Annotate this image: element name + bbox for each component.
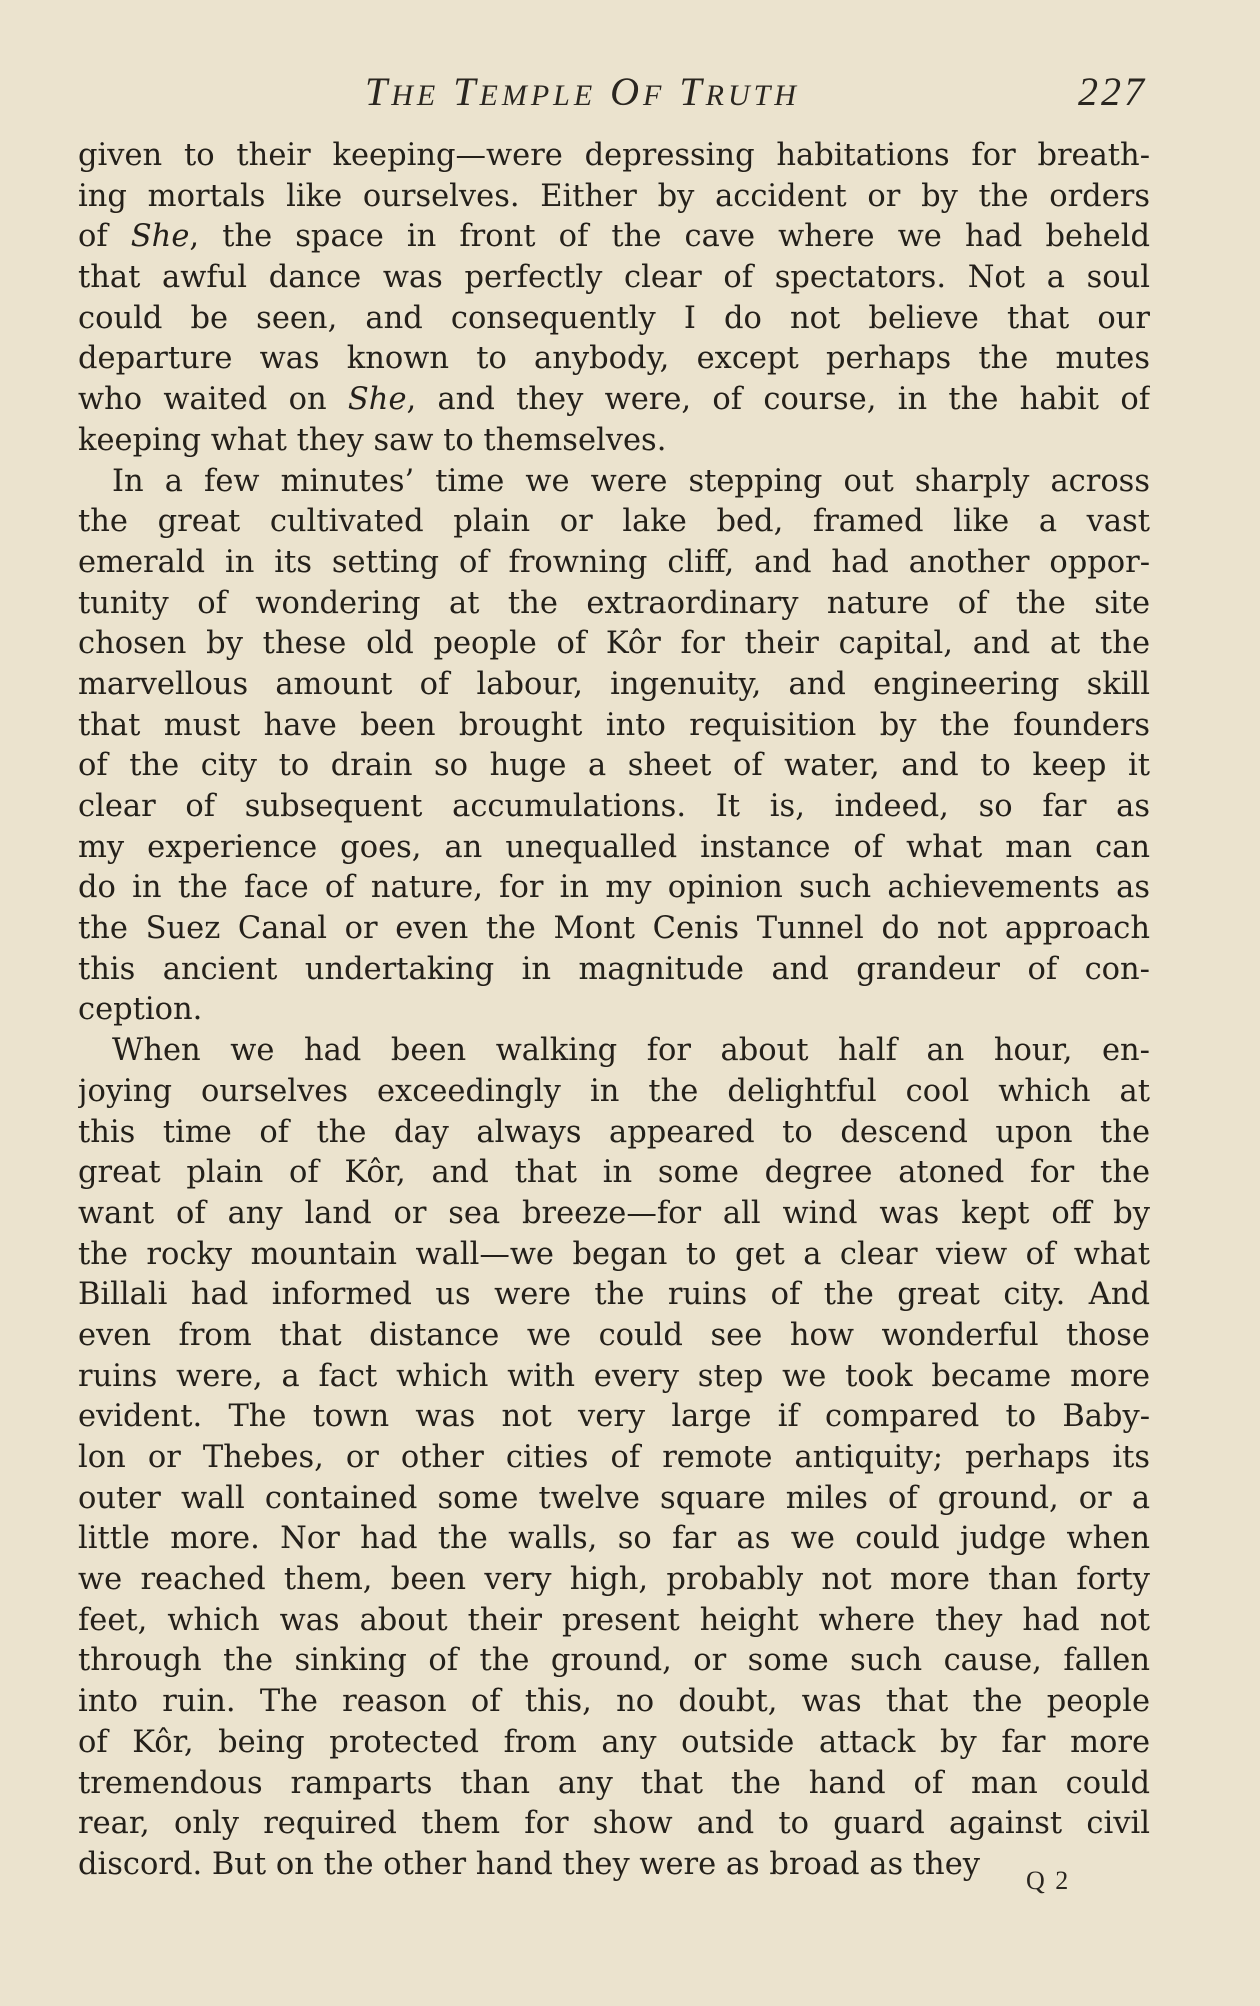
text-line: given to their keeping—were depressing habitations for breath- bbox=[78, 138, 1150, 173]
text-line: marvellous amount of labour, ingenuity, and engineering skill bbox=[78, 666, 1150, 702]
text-line: even from that distance we could see how wonderful those bbox=[78, 1317, 1150, 1353]
text-line: could be seen, and consequently I do not believe that our bbox=[78, 300, 1150, 336]
text-line: of Kôr, being protected from any outside attack by far more bbox=[78, 1724, 1150, 1760]
text-line: In a few minutes’ time we were stepping out sharply across bbox=[112, 463, 1150, 499]
text-line: into ruin. The reason of this, no doubt, was that the people bbox=[78, 1684, 1150, 1720]
text-line: lon or Thebes, or other cities of remote antiquity; perhaps its bbox=[78, 1440, 1150, 1475]
text-line: who waited on She, and they were, of course, in the habit of bbox=[78, 382, 1150, 418]
text-line: of the city to drain so huge a sheet of water, and to keep it bbox=[78, 748, 1150, 784]
signature-mark: Q 2 bbox=[1026, 1866, 1071, 1895]
text-line: outer wall contained some twelve square miles of ground, or a bbox=[78, 1480, 1150, 1516]
body-text bbox=[78, 136, 1150, 1886]
text-line: keeping what they saw to themselves. bbox=[78, 422, 667, 458]
text-line: great plain of Kôr, and that in some degree atoned for the bbox=[78, 1155, 1150, 1191]
text-line: rear, only required them for show and to guard against civil bbox=[78, 1806, 1150, 1842]
text-line: chosen by these old people of Kôr for their capital, and at the bbox=[78, 626, 1150, 662]
text-line: through the sinking of the ground, or some such cause, fallen bbox=[78, 1643, 1150, 1679]
text-line: this time of the day always appeared to descend upon the bbox=[78, 1114, 1150, 1150]
text-line: that awful dance was perfectly clear of spectators. Not a soul bbox=[78, 260, 1150, 296]
text-line: the great cultivated plain or lake bed, framed like a vast bbox=[78, 504, 1150, 540]
text-line: Billali had informed us were the ruins of the great city. And bbox=[78, 1277, 1150, 1313]
text-line: tunity of wondering at the extraordinary nature of the site bbox=[78, 585, 1150, 621]
text-line: clear of subsequent accumulations. It is, indeed, so far as bbox=[78, 789, 1150, 824]
text-line: When we had been walking for about half an hour, en- bbox=[112, 1033, 1150, 1069]
text-line: ception. bbox=[78, 992, 203, 1028]
text-line: that must have been brought into requisition by the founders bbox=[78, 707, 1150, 743]
text-line: evident. The town was not very large if compared to Baby- bbox=[78, 1399, 1150, 1435]
text-line: want of any land or sea breeze—for all wind was kept off by bbox=[78, 1195, 1150, 1231]
text-line: we reached them, been very high, probably not more than forty bbox=[78, 1562, 1150, 1598]
text-line: ruins were, a fact which with every step we took became more bbox=[78, 1358, 1150, 1394]
text-line: tremendous ramparts than any that the hand of man could bbox=[78, 1765, 1150, 1801]
text-line: of She, the space in front of the cave where we had beheld bbox=[78, 219, 1150, 255]
text-line: the Suez Canal or even the Mont Cenis Tunnel do not approach bbox=[78, 911, 1150, 947]
text-line: emerald in its setting of frowning cliff, and had another oppor- bbox=[78, 544, 1150, 580]
text-line: joying ourselves exceedingly in the delightful cool which at bbox=[78, 1073, 1150, 1109]
text-line: my experience goes, an unequalled instance of what man can bbox=[78, 829, 1150, 865]
text-line: discord. But on the other hand they were as broad as they bbox=[78, 1846, 980, 1882]
page-number: 227 bbox=[1078, 69, 1147, 114]
text-line: this ancient undertaking in magnitude and grandeur of con- bbox=[78, 951, 1150, 987]
text-line: do in the face of nature, for in my opinion such achievements as bbox=[78, 870, 1150, 906]
text-line: the rocky mountain wall—we began to get a clear view of what bbox=[78, 1236, 1150, 1272]
text-line: departure was known to anybody, except perhaps the mutes bbox=[78, 341, 1150, 377]
text-line: little more. Nor had the walls, so far as we could judge when bbox=[78, 1521, 1150, 1557]
running-head: THE TEMPLE OF TRUTH bbox=[365, 69, 800, 114]
text-line: feet, which was about their present height where they had not bbox=[78, 1602, 1150, 1638]
text-line: ing mortals like ourselves. Either by accident or by the orders bbox=[78, 178, 1150, 214]
